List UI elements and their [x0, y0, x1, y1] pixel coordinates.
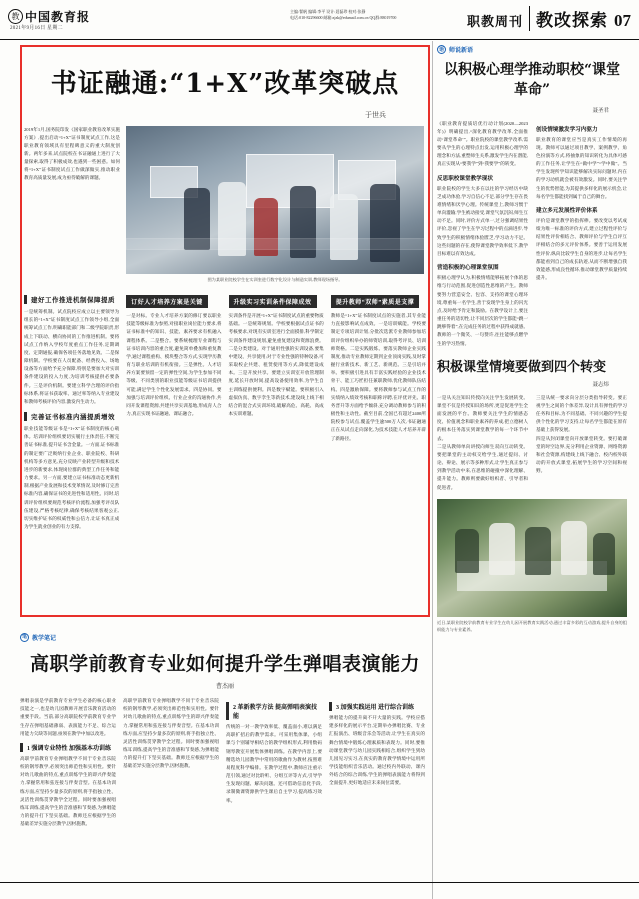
feature-body-1: 一是统筹机制。试点院校应成立以主要领导为组长的“1+X”证书制度试点工作领导小组,全面统筹试点工作,明确职能部门和二级学院职责,形成上下联动、横向协同的工作推进机制。要将试点工作纳入学校年度重点工作任务,定期调度、定期通报,确保各项任务落地见效。二是保障机制。学校要在人员配备、经费投入、场地设备等方面给予充分保障,特别是要加大对实训条件建设的投入力度,为培训考核提供必要条件。三是评价机制。要建立科学合理的评价指标体系,将证书获取率、通过率等纳入专业建设和教师考核评价内容,激发内生动力。: [24, 309, 120, 404]
right-intro-1: 《职业教育提质培优行动计划(2020—2023年)》明确提出,“深化教育教学改革,全面推动‘课堂革命’”。职业院校的课堂教学改革,需要从学生的心理特点出发,运用积极心理学的理念和方法,重塑师生关系,激发学生内在潜能,真正实现从“要我学”到“我要学”的转变。: [437, 120, 528, 167]
teaching-notes-article: [20, 633, 430, 828]
feature-columns: [24, 289, 426, 531]
article2-subhead-1: 1 强调专业特性 加强基本功训练: [20, 743, 116, 752]
right-column: [437, 45, 627, 633]
feature-body-3: 一是对标。专业人才培养方案的修订要以职业技能等级标准为参照,对接职业岗位能力要求,将证书标准中的知识、技能、素养要求有机融入课程体系。二是整合。要系统梳理专业课程与证书培训内容的重合度,避免简单叠加和重复教学,通过课程重构、模块整合等方式,实现学历教育与职业培训的有机衔接。三是弹性。人才培养方案要预留一定的弹性空间,为学生参加不同等级、不同类别的职业技能等级证书培训提供可能,满足学生个性化发展需求。四是协同。要加强与培训评价组织、行业企业的沟通协作,共同开发课程资源,共建共享实训基地,形成育人合力,真正实现书证融通、课证融合。: [126, 313, 222, 417]
right-subhead-3: 创设情境激发学习内驱力: [536, 126, 598, 133]
feature-body-4: 实训条件是开展“1+X”证书制度试点的重要物质基础。一是统筹规划。学校要根据试点证书的考核要求,对现有实训室进行全面摸排,科学制定实训条件建设规划,避免重复建设和资源浪费。二是分类建设。对于通用性强的实训设备,要集中建设、共享使用;对于专业性强的特种设备,可采取校企共建、租赁使用等方式,降低建设成本。三是开放共享。要建立实训室开放管理制度,延长开放时间,提高设备使用效率,为学生自主训练提供便利。四是数字赋能。要积极引入虚拟仿真、数字孪生等新技术,建设线上线下相结合的混合式实训环境,破解高危、高耗、高成本实训难题。: [228, 313, 324, 417]
right-byline-1: 聂圣君: [592, 107, 609, 114]
feature-byline: 于世兵: [365, 111, 386, 119]
feature-subhead-5: 提升教师“双师”素质是支撑: [331, 295, 420, 308]
right-columns-1: [437, 120, 627, 348]
masthead-credits: [290, 9, 450, 22]
feature-column-1: [24, 289, 119, 531]
right-columns-2: [437, 394, 627, 492]
right-column-a: [437, 120, 528, 348]
feature-subhead-2: 完善证书标准内涵提质增效: [24, 412, 115, 421]
article2-columns: [20, 697, 430, 828]
feature-subhead-4: 升级实习实训条件保障成效: [229, 295, 317, 308]
right-photo-caption: 近日,某职业院校学前教育专业学生在幼儿园开展教育实践活动,通过丰富多彩的互动游戏,提升自身的组织能力与专业素养。: [437, 619, 627, 632]
article2-subhead-2: 2 革新教学方法 提高弹唱表演技能: [226, 702, 322, 720]
feature-body-5: 教师是“1+X”证书制度试点的实施者,其专业能力直接影响试点成效。一是培训赋能。学校要制定专项培训计划,分批次选派专业教师参加培训评价组织举办的师资培训,取得考评员、培训师资格。二是实践锻炼。要落实教师企业实践制度,推动专业教师定期到企业顶岗实践,及时掌握行业新技术、新工艺、新规范。三是引培并举。要积极引进具有丰富实践经验的企业技术骨干、能工巧匠担任兼职教师,优化教师队伍结构。四是激励保障。要将教师参与试点工作的实绩纳入绩效考核和职称评聘,在评优评先、职务晋升等方面给予倾斜,充分调动教师参与的积极性和主动性。截至目前,全国已有超过2400所院校参与试点,覆盖学生逾500万人次,书证融通正在从试点走向深化,为技术技能人才培养开辟了新路径。: [330, 313, 426, 441]
feature-title: 书证融通:“1+X”改革突破点: [50, 69, 400, 99]
weekly-label: 职教周刊: [466, 14, 523, 29]
article2-body-1: 高职学前教育专业弹唱教学不同于专业音乐院校的钢琴教学,必须突出师范性和实用性。要针对幼儿歌曲的特点,重点训练学生的即兴伴奏能力,掌握常用和弦连接与伴奏音型。在基本功训练方面,应坚持少量多次的原则,将手指独立性、灵活性训练贯穿教学全过程。同时要加强视唱练耳训练,提高学生的音准感和节奏感,为弹唱能力的提升打下坚实基础。教师还应根据学生的基础差异实施分层教学,因材施教。: [20, 755, 116, 827]
right-column-d: [536, 394, 627, 492]
page-footer: [0, 882, 639, 899]
right-subhead-4: 建立多元发展性评价体系: [536, 207, 598, 214]
feature-article: [24, 49, 426, 531]
article2-column-2: [123, 697, 219, 828]
right-body-2: 积极心理学认为,积极情绪能够拓展个体的思维与行动范围,促进创造性思维的产生。教师要努力营造安全、包容、支持的课堂心理环境,尊重每一名学生,善于发现学生身上的闪光点,及时给予肯定和鼓励。在教学设计上,要注重任务的适切性,让不同层次的学生都能“跳一跳够得着”,在完成任务的过程中获得成就感。教师的一个微笑、一句赞许,往往能够点燃学生的学习热情。: [437, 275, 528, 346]
right-body-4: 评价是课堂教学的指挥棒。要改变以考试成绩为唯一标准的评价方式,建立过程性评价与结果性评价相结合、教师评价与学生自评互评相结合的多元评价体系。要善于运用发展性评价,纵向比较学生自身的进步,让每名学生都能看到自己的成长轨迹,从而不断增强自我效能感,形成良性循环,推动课堂教学质量持续提升。: [536, 217, 627, 281]
logo-mark-icon: 教: [8, 9, 23, 24]
article2-column-3: [226, 697, 322, 828]
article2-kicker: [20, 633, 430, 642]
article2-column-1: [20, 697, 116, 828]
feature-column-2: [126, 289, 221, 531]
article2-body-1b: 高职学前教育专业弹唱教学不同于专业音乐院校的钢琴教学,必须突出师范性和实用性。要针对幼儿歌曲的特点,重点训练学生的即兴伴奏能力,掌握常用和弦连接与伴奏音型。在基本功训练方面,应坚持少量多次的原则,将手指独立性、灵活性训练贯穿教学全过程。同时要加强视唱练耳训练,提高学生的音准感和节奏感,为弹唱能力的提升打下坚实基础。教师还应根据学生的基础差异实施分层教学,因材施教。: [123, 698, 219, 769]
issue-date: 2021年9月16日 星期二: [10, 26, 63, 31]
article2-column-4: [329, 697, 425, 828]
feature-body-2: 职业技能等级证书是“1+X”证书制度的核心载体。培训评价组织要切实履行主体责任,不断完善证书标准,提升证书含金量。一方面,证书标准的制定要广泛吸纳行业企业、职业院校、科研机构等多方意见,充分反映产业转型升级和技术进步的新要求,体现岗位群的典型工作任务和能力要求。另一方面,要建立证书标准动态更新机制,根据产业发展和技术变革情况,及时修订完善标准内容,确保证书的先进性和适用性。同时,培训评价组织要规范考核评价流程,加强考评员队伍建设,严格考核纪律,确保考核结果客观公正,切实维护证书的权威性和公信力,让证书真正成为学生就业创业的有力支撑。: [24, 426, 120, 530]
right-kicker-badge-icon: 语: [437, 45, 446, 54]
feature-column-3: [229, 289, 324, 531]
feature-column-4: [331, 289, 426, 531]
kicker-badge-icon: 笔: [21, 635, 27, 640]
article2-subhead-3: 3 加强实践运用 进行综合训练: [329, 702, 425, 711]
feature-subhead-1: 建好工作推进机制保障提质: [24, 295, 115, 304]
section-label: 教改探索: [529, 6, 608, 31]
right-subhead-1: 反思职校课堂教学现状: [437, 175, 493, 182]
right-body-6: 二是从教师单向讲授向师生双向互动转变。要把课堂的主动权交给学生,通过提问、讨论、辩论、展示等多种形式,让学生真正参与到教学活动中来,在思维的碰撞中深化理解、提升能力。教师则要做好组织者、引导者和促进者。: [437, 443, 528, 490]
credit-line-2: 电话:010-82296600 邮箱:zjzk@edumail.com.cn QQ群:88019700: [290, 15, 397, 21]
column-divider: [432, 41, 433, 899]
page-number: 07: [614, 11, 631, 30]
feature-subhead-3: 订好人才培养方案是关键: [126, 295, 208, 308]
right-byline-2: 聂志炜: [592, 381, 609, 388]
masthead: [0, 0, 639, 40]
right-body-3: 职业教育的课堂应当是真实工作情境的再现。教师可以通过项目教学、案例教学、角色扮演等方式,将抽象的知识转化为具体可感的工作任务,让学生在“做中学”“学中做”。当学生发现所学知识能够解决实际问题时,内在的学习动机就会被有效激发。同时,要关注学生的优势智能,为其提供多样化的展示机会,让每名学生都能找到属于自己的舞台。: [536, 136, 627, 199]
feature-photo-caption: 图为某职业院校学生在实训室进行数字化设计与制造实训,教师现场指导。: [207, 277, 343, 282]
masthead-section: [467, 6, 631, 31]
feature-photo-block: [126, 126, 424, 283]
credit-line-1: 主编:翟帆 编辑:李平 设计:聂磊珍 校对:张静: [290, 9, 366, 14]
article2-kicker-label: 教学笔记: [32, 636, 57, 642]
article2-body-3: 弹唱能力的提升离不开大量的实践。学校应搭建多样化的展示平台,定期举办弹唱比赛、专业汇报演出、班级音乐会等活动,让学生在真实的舞台情境中锻炼心理素质和表现力。同时,要推动课堂教学与幼儿园实践相结合,组织学生到幼儿园见习实习,在真实的教育教学情境中运用所学技能组织音乐活动。通过校内外联动、课内外结合的综合训练,学生的弹唱表演能力将得到全面提升,更好地适应未来岗位需要。: [329, 715, 425, 786]
right-body-8: 四是从封闭课堂向开放课堂转变。要打破课堂的时空边界,充分利用企业资源、网络资源和社会资源,构建线上线下融合、校内校外联动的开放式课堂,拓展学生的学习空间和视野。: [536, 435, 627, 474]
feature-top-row: [24, 126, 426, 283]
page-body: [0, 41, 639, 899]
newspaper-title: 中国教育报: [25, 10, 91, 24]
right-title-1: 以积极心理学推动职校“课堂革命”: [443, 62, 621, 99]
right-column-c: [437, 394, 528, 492]
right-subhead-2: 营造积极的心理课堂氛围: [437, 265, 499, 272]
right-body-5: 一是从关注知识传授向关注学生发展转变。课堂不仅是传授知识的场所,更是促进学生全面发展的平台。教师要关注学生的情感态度、价值观念和职业素养的养成,把立德树人的根本任务落实到课堂教学的每一个环节中去。: [437, 394, 528, 441]
article2-body-2: 传统的一对一教学效率低、覆盖面小,难以满足高职扩招后的教学需求。可采用集体课、小组课与个别辅导相结合的教学组织形式,利用数码钢琴教室开展集体弹唱训练。在教学内容上,要精选幼儿园教学中常用的歌曲作为教材,按照难易程度科学编排。在教学过程中,教师应注重示范引领,通过对比聆听、分组互评等方式,引导学生发现问题、解决问题。还可借助信息化手段,录制微课资源供学生课后自主学习,提高练习效率。: [226, 724, 322, 803]
right-title-2: 积极课堂情境要做到四个转变: [437, 359, 607, 375]
feature-photo: [126, 126, 424, 274]
right-kicker-label: 师说新语: [449, 48, 474, 54]
article2-intro: 弹唱表演是学前教育专业学生必备的核心职业技能之一,也是幼儿园教师开展音乐教育活动的重要手段。当前,部分高职院校学前教育专业学生存在弹唱基础薄弱、表演能力不足、综合运用能力欠缺等问题,亟须在教学中加以改进。: [20, 698, 116, 736]
feature-lead: 2019年1月,国务院印发《国家职业教育改革实施方案》,提出启动“1+X”证书制度试点工作,这是职业教育领域具有里程碑意义的重大制度创新。两年多来,试点院校在书证融通上进行了大量探索,取得了积极成效,也遇到一些困惑。如何将“1+X”证书制度试点工作做深做实,推动职业教育高质量发展,成为亟待破解的课题。: [24, 127, 120, 181]
article2-title: 高职学前教育专业如何提升学生弹唱表演能力: [29, 653, 420, 675]
masthead-logo: [8, 8, 90, 25]
right-photo: [437, 499, 627, 617]
right-body-1: 职业院校的学生大多在以往的学习经历中缺乏成功体验,学习自信心不足,部分学生存在畏难情绪和厌学心理。传统课堂上,教师习惯于单向灌输,学生被动接受,课堂气氛沉闷,师生互动不足。同时,评价方式单一,过分强调结果性评价,忽视了学生在学习过程中的点滴进步,导致学生的积极情绪体验匮乏,学习动力不足。这些问题的存在,使得课堂教学效率低下,教学目标难以有效达成。: [437, 185, 528, 256]
right-kicker: [437, 45, 627, 54]
article2-byline: 曹杰丽: [215, 684, 234, 690]
newspaper-logo: [8, 8, 90, 25]
right-column-b: [536, 120, 627, 348]
right-body-7: 三是从统一要求向分层分类指导转变。要正视学生之间的个体差异,设计具有弹性的学习任务和目标,为不同基础、不同兴趣的学生提供个性化的学习支持,让每名学生都能在原有基础上获得发展。: [536, 394, 627, 433]
